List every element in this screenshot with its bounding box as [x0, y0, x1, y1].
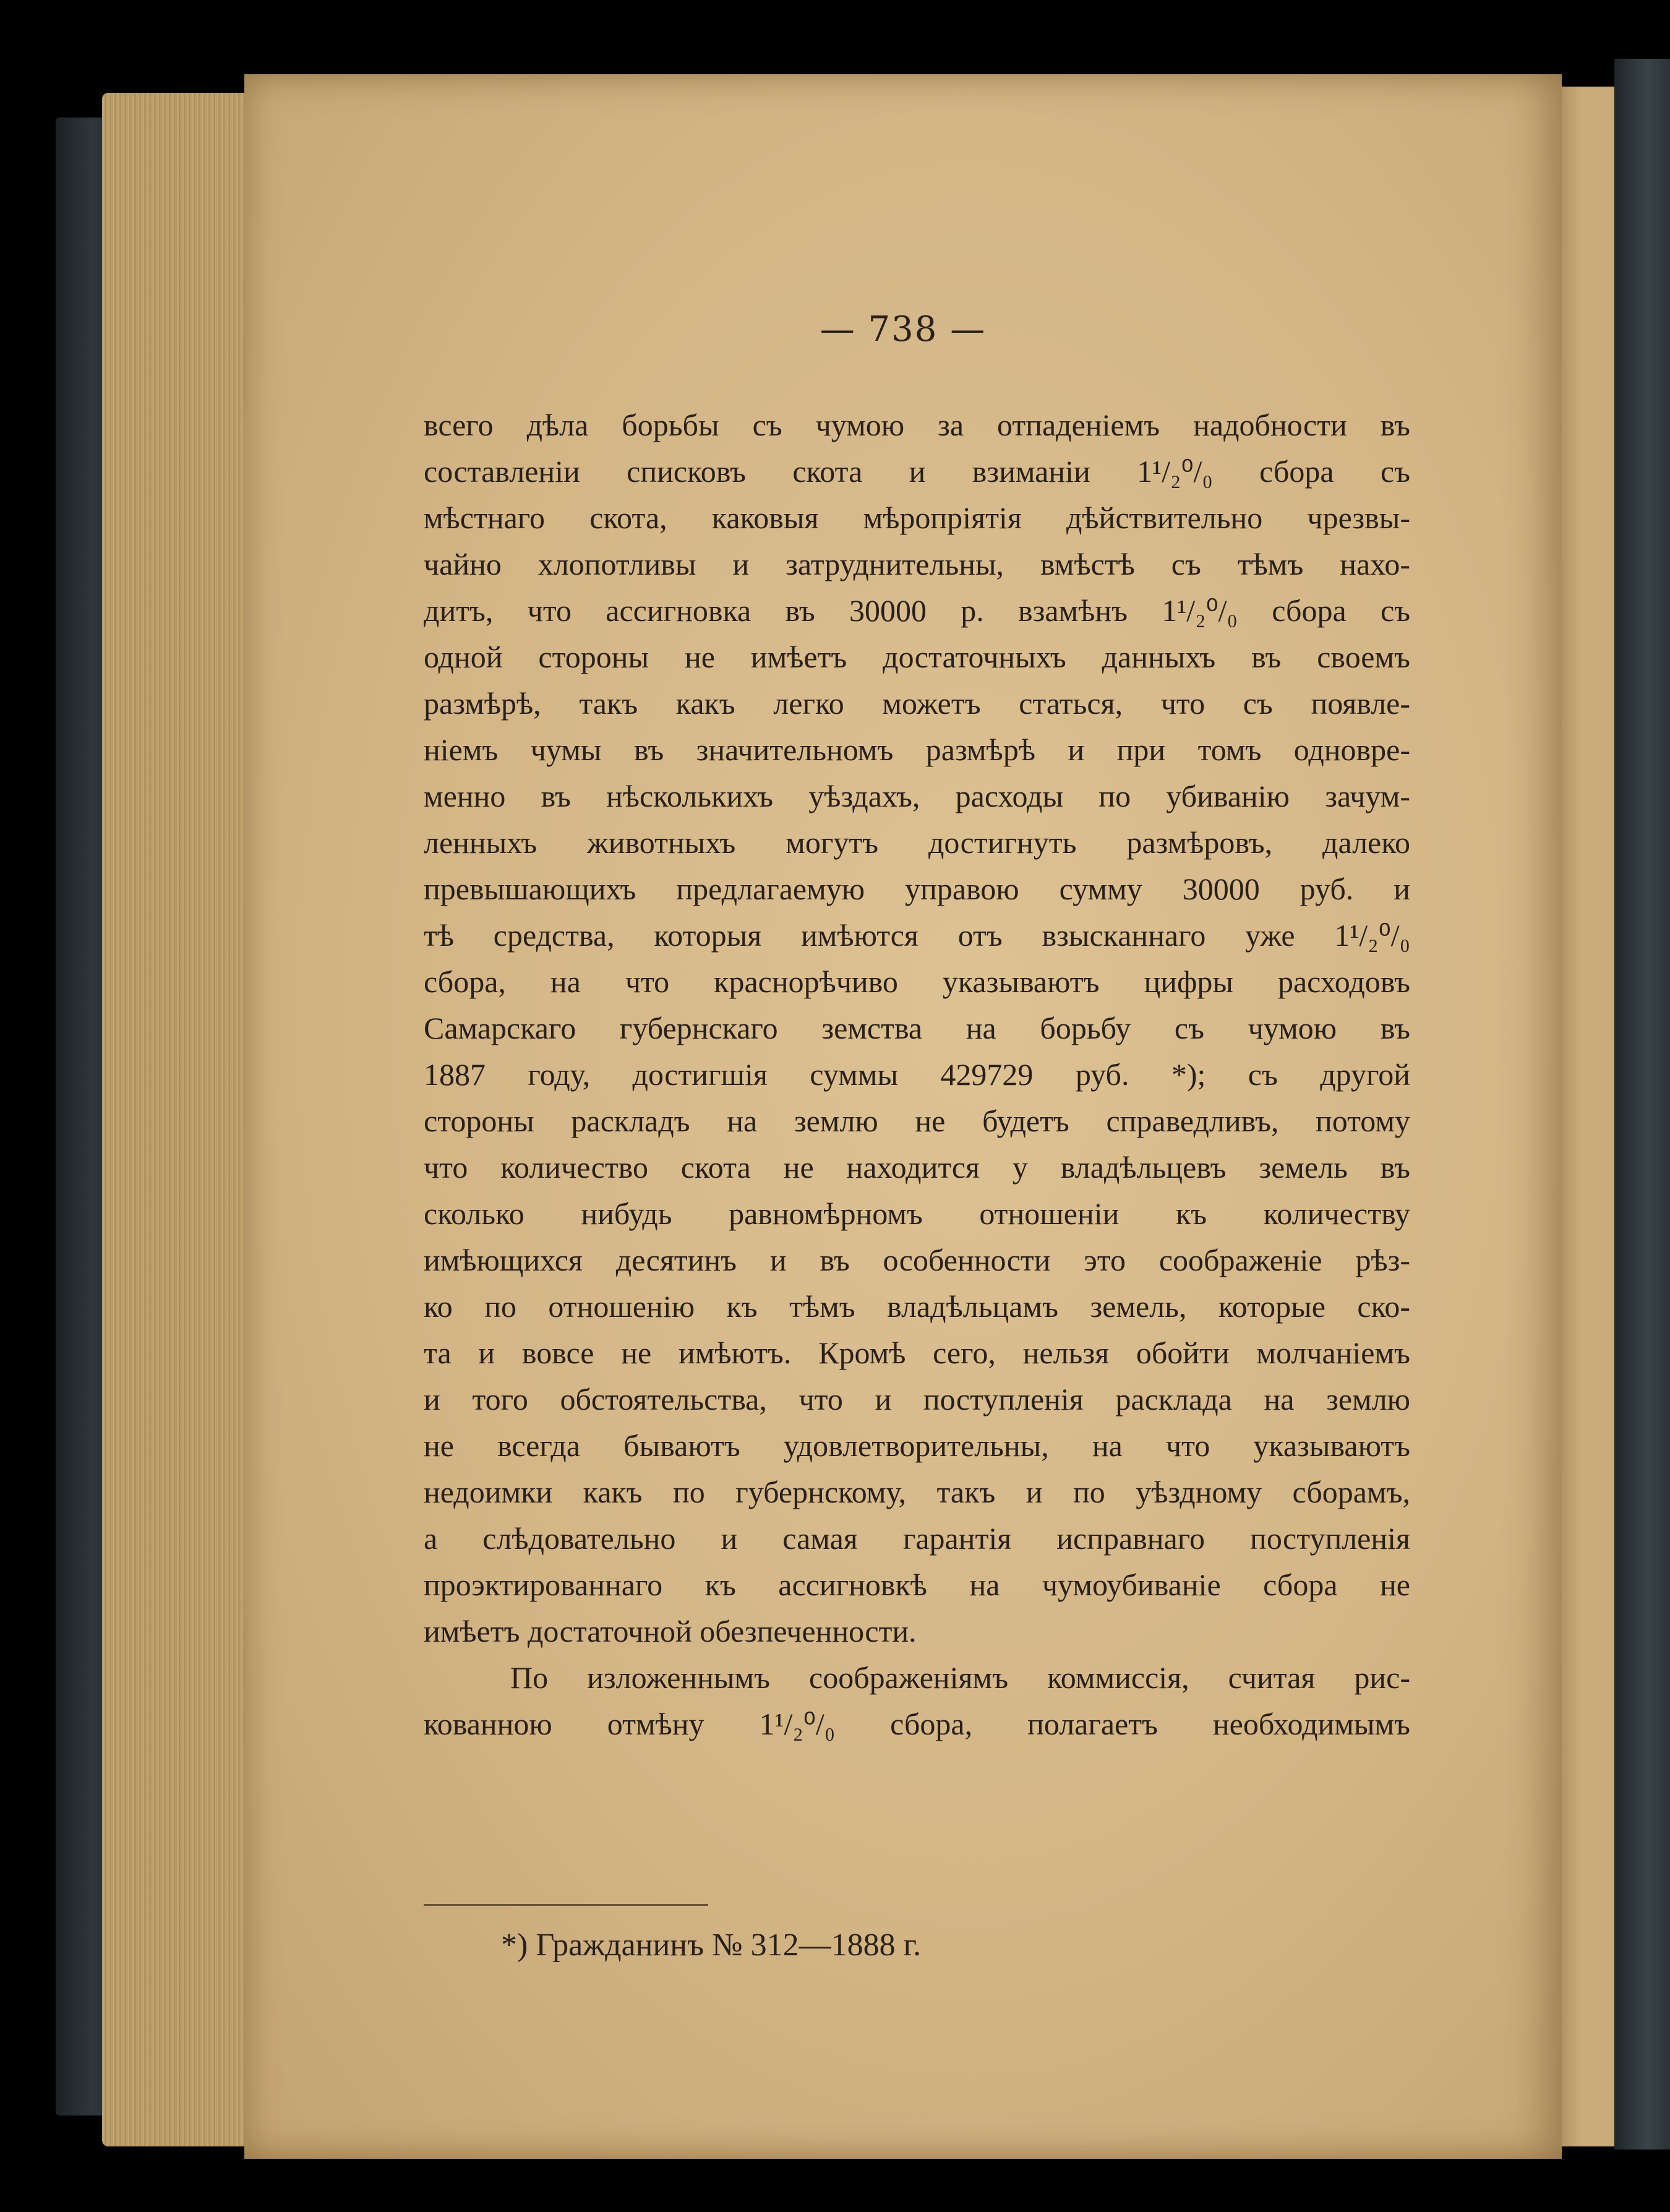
text-line: имѣетъ достаточной обезпеченности. — [424, 1614, 917, 1648]
text-line: одной стороны не имѣетъ достаточныхъ данныхъ въ своемъ — [424, 640, 1410, 674]
text-line: ленныхъ животныхъ могутъ достигнуть размѣровъ, далеко — [424, 825, 1410, 860]
text-line: превышающихъ предлагаемую управою сумму 30000 руб. и — [424, 872, 1410, 906]
text-line: стороны раскладъ на землю не будетъ справедливъ, потому — [424, 1104, 1410, 1138]
text-line: менно въ нѣсколькихъ уѣздахъ, расходы по убиванію зачум- — [424, 779, 1410, 813]
text-line: Самарскаго губернскаго земства на борьбу съ чумою въ — [424, 1011, 1410, 1045]
text-line: ніемъ чумы въ значительномъ размѣрѣ и при томъ одновре- — [424, 732, 1410, 767]
text-line: составленіи списковъ скота и взиманіи 1¹/₂⁰/₀ сбора съ — [424, 454, 1410, 489]
book-page — [244, 74, 1562, 2159]
text-line: не всегда бываютъ удовлетворительны, на что указываютъ — [424, 1428, 1410, 1463]
text-line: сбора, на что краснорѣчиво указываютъ цифры расходовъ — [424, 964, 1410, 999]
text-line: чайно хлопотливы и затруднительны, вмѣстѣ съ тѣмъ нахо- — [424, 547, 1410, 581]
text-line: дитъ, что ассигновка въ 30000 р. взамѣнъ 1¹/₂⁰/₀ сбора съ — [424, 593, 1410, 628]
text-line: ко по отношенію къ тѣмъ владѣльцамъ земель, которые ско- — [424, 1289, 1410, 1324]
text-line: кованною отмѣну 1¹/₂⁰/₀ сбора, полагаетъ необходимымъ — [424, 1707, 1410, 1741]
text-line: недоимки какъ по губернскому, такъ и по уѣздному сборамъ, — [424, 1475, 1410, 1509]
text-line: всего дѣла борьбы съ чумою за отпаденіемъ надобности въ — [424, 408, 1410, 442]
text-line: мѣстнаго скота, каковыя мѣропріятія дѣйствительно чрезвы- — [424, 500, 1410, 535]
body-text — [424, 402, 1410, 1747]
page-number: — 738 — — [820, 309, 987, 349]
text-line: По изложеннымъ соображеніямъ коммиссія, считая рис- — [510, 1660, 1410, 1695]
text-line: и того обстоятельства, что и поступленія расклада на землю — [424, 1382, 1410, 1417]
text-line: 1887 году, достигшія суммы 429729 руб. *); съ другой — [424, 1057, 1410, 1092]
footnote-rule — [424, 1904, 708, 1906]
text-line: сколько нибудь равномѣрномъ отношеніи къ количеству — [424, 1196, 1410, 1231]
text-line: а слѣдовательно и самая гарантія исправнаго поступленія — [424, 1521, 1410, 1556]
text-line: проэктированнаго къ ассигновкѣ на чумоубиваніе сбора не — [424, 1567, 1410, 1602]
text-line: что количество скота не находится у владѣльцевъ земель въ — [424, 1150, 1410, 1185]
book-cover-right — [1614, 59, 1670, 2150]
text-line: тѣ средства, которыя имѣются отъ взысканнаго уже 1¹/₂⁰/₀ — [424, 918, 1410, 953]
text-line: размѣрѣ, такъ какъ легко можетъ статься, что съ появле- — [424, 686, 1410, 721]
text-line: та и вовсе не имѣютъ. Кромѣ сего, нельзя обойти молчаніемъ — [424, 1335, 1410, 1370]
page-edges — [102, 93, 257, 2146]
text-line: имѣющихся десятинъ и въ особенности это соображеніе рѣз- — [424, 1243, 1410, 1277]
footnote: *) Гражданинъ № 312—1888 г. — [501, 1927, 922, 1963]
